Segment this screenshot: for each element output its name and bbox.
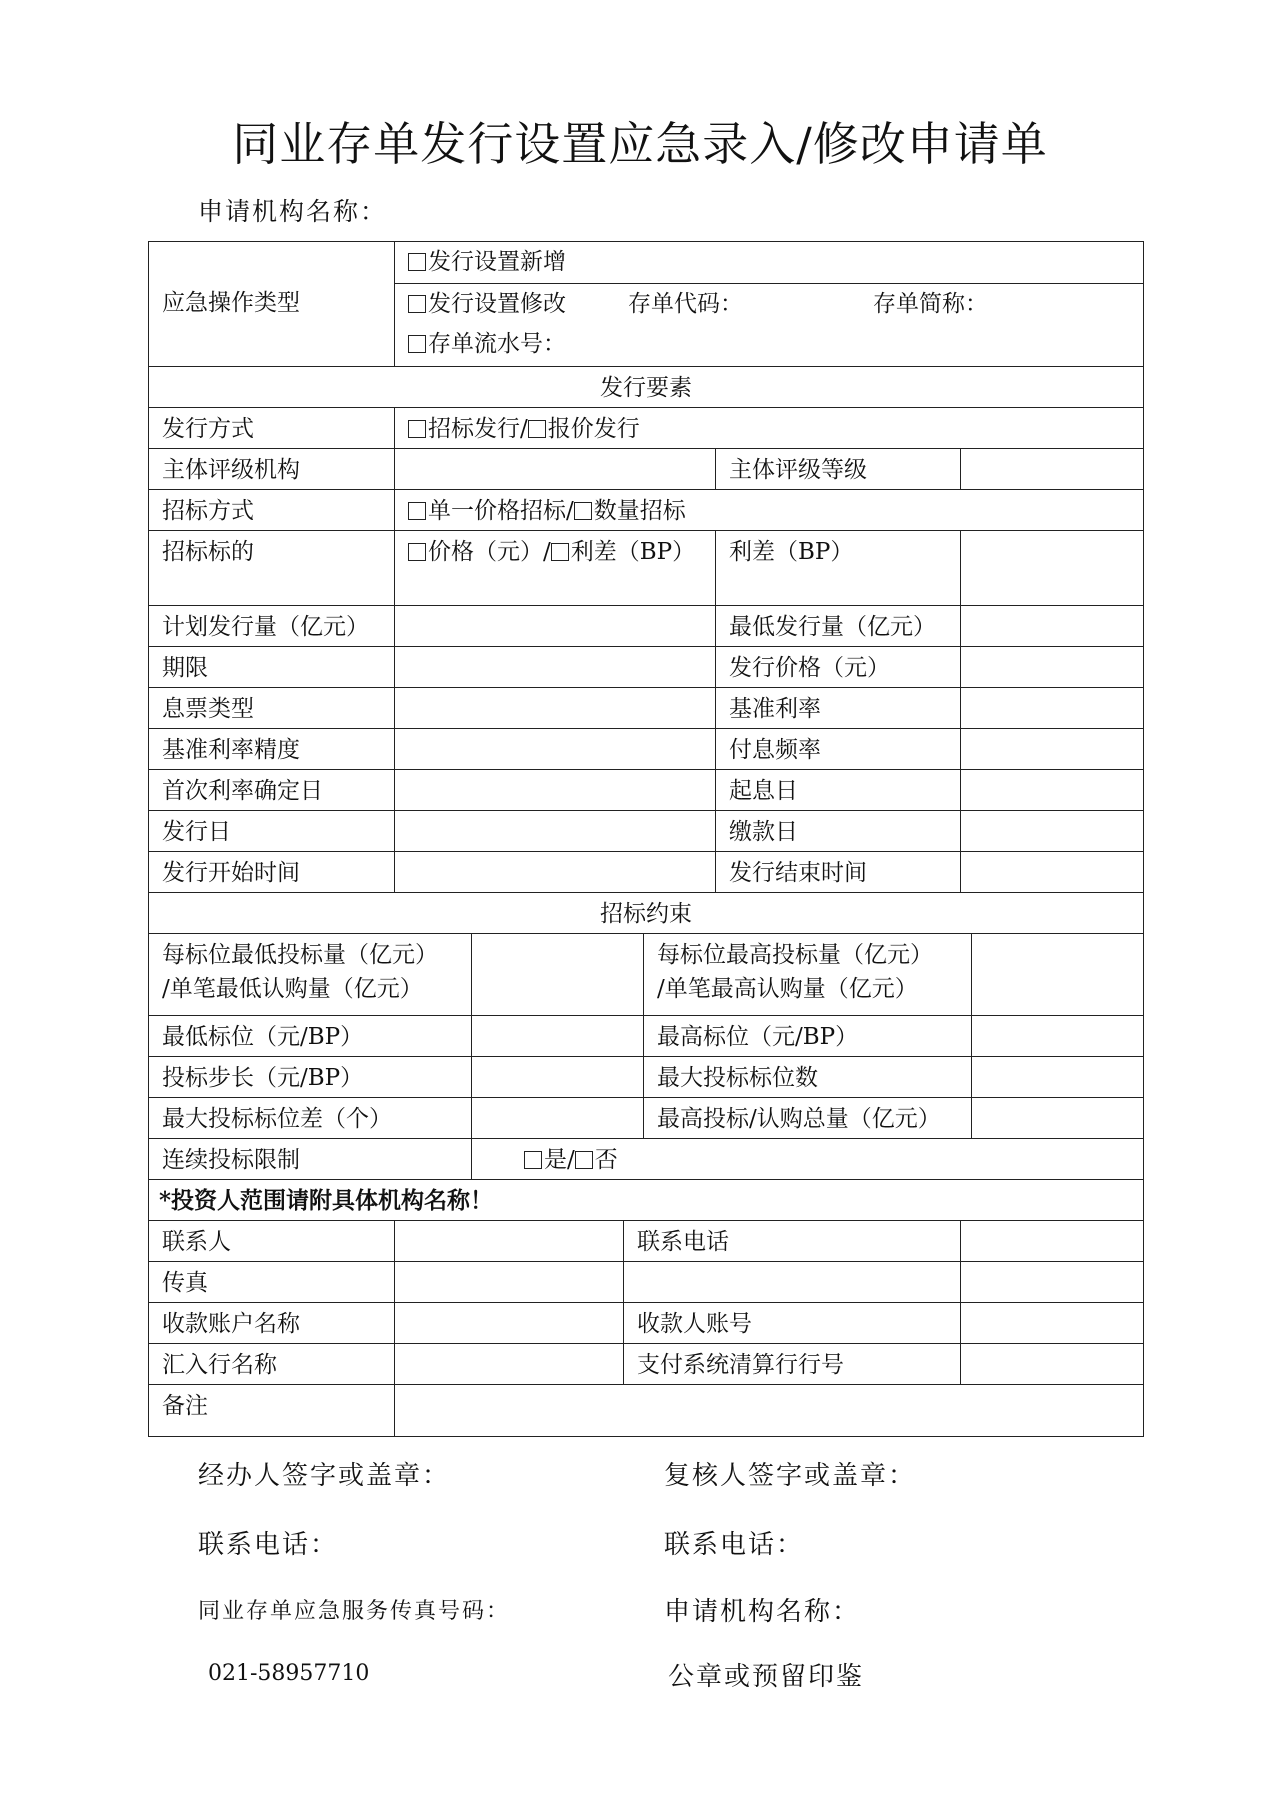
bid-left-label: 最低标位（元/BP） <box>162 1024 364 1050</box>
detail-right-label: 最低发行量（亿元） <box>715 606 960 646</box>
bid-target-options: 价格（元）/ 利差（BP） <box>394 531 715 605</box>
new-checkbox[interactable] <box>408 253 426 271</box>
detail-left-label: 发行开始时间 <box>162 860 300 886</box>
continuous-bid-label: 连续投标限制 <box>162 1147 300 1173</box>
bid-target-label: 招标标的 <box>162 539 254 565</box>
max-bid-label: 每标位最高投标量（亿元） /单笔最高认购量（亿元） <box>643 934 971 1015</box>
detail-left-label: 首次利率确定日 <box>162 778 323 804</box>
spread-checkbox[interactable] <box>551 543 569 561</box>
detail-left-label: 息票类型 <box>162 696 254 722</box>
reviewer-sign: 复核人签字或盖章： <box>664 1461 917 1491</box>
issue-method-row <box>149 407 1143 448</box>
contact-left-label: 联系人 <box>162 1229 231 1255</box>
detail-right-label: 起息日 <box>715 770 960 810</box>
contact-right-value[interactable] <box>960 1221 1143 1261</box>
detail-right-value[interactable] <box>960 647 1143 687</box>
issue-method-label: 发行方式 <box>162 416 254 442</box>
detail-right-label: 付息频率 <box>715 729 960 769</box>
applicant-label: 申请机构名称： <box>198 197 388 226</box>
contact-left-value[interactable] <box>394 1221 623 1261</box>
continuous-bid-row <box>149 1138 1143 1179</box>
bid-method-row <box>149 489 1143 530</box>
application-form <box>148 241 1144 1437</box>
continuous-bid-options: 是/ 否 <box>471 1139 1143 1179</box>
issue-section-title: 发行要素 <box>600 375 692 401</box>
detail-row <box>149 728 1143 769</box>
contact-left-label: 传真 <box>162 1270 208 1296</box>
op-type-label: 应急操作类型 <box>162 290 300 316</box>
detail-right-label: 缴款日 <box>715 811 960 851</box>
rating-agency-value[interactable] <box>394 449 715 489</box>
modify-checkbox[interactable] <box>408 295 426 313</box>
op-type-row <box>149 242 1143 366</box>
cd-code-label: 存单代码： <box>628 291 743 317</box>
contact-right-value[interactable] <box>960 1303 1143 1343</box>
detail-row <box>149 851 1143 892</box>
detail-left-value[interactable] <box>394 852 715 892</box>
contact-left-value[interactable] <box>394 1303 623 1343</box>
detail-right-label: 发行结束时间 <box>715 852 960 892</box>
spread-value[interactable] <box>960 531 1143 605</box>
rating-row <box>149 448 1143 489</box>
remarks-value[interactable] <box>394 1385 1143 1436</box>
bid-right-value[interactable] <box>971 1016 1143 1056</box>
contact-row <box>149 1261 1143 1302</box>
handler-sign: 经办人签字或盖章： <box>198 1461 451 1491</box>
contact-row <box>149 1220 1143 1261</box>
contact-row <box>149 1343 1143 1384</box>
bid-left-value[interactable] <box>471 1057 643 1097</box>
contact-right-label: 联系电话 <box>623 1221 960 1261</box>
bid-right-label: 最高标位（元/BP） <box>643 1016 971 1056</box>
bid-right-value[interactable] <box>971 1057 1143 1097</box>
bid-right-value[interactable] <box>971 1098 1143 1138</box>
contact-left-label: 收款账户名称 <box>162 1311 300 1337</box>
detail-row <box>149 769 1143 810</box>
remarks-label: 备注 <box>162 1393 208 1419</box>
issue-section-row <box>149 366 1143 407</box>
detail-left-value[interactable] <box>394 688 715 728</box>
detail-right-label: 发行价格（元） <box>715 647 960 687</box>
bid-method-options: 单一价格招标/ 数量招标 <box>394 490 1143 530</box>
bid-left-value[interactable] <box>471 1016 643 1056</box>
detail-left-value[interactable] <box>394 729 715 769</box>
option-modify[interactable]: 发行设置修改 存单代码： 存单简称： <box>395 283 1143 324</box>
detail-left-value[interactable] <box>394 606 715 646</box>
min-bid-value[interactable] <box>471 934 643 1015</box>
detail-right-value[interactable] <box>960 729 1143 769</box>
detail-row <box>149 687 1143 728</box>
price-checkbox[interactable] <box>408 543 426 561</box>
detail-left-value[interactable] <box>394 811 715 851</box>
bid-constraint-row <box>149 1015 1143 1056</box>
page-title: 同业存单发行设置应急录入/修改申请单 <box>232 117 1048 171</box>
contact-right-label: 收款人账号 <box>623 1303 960 1343</box>
fax-number: 021-58957710 <box>208 1661 370 1686</box>
detail-left-label: 期限 <box>162 655 208 681</box>
contact-left-label: 汇入行名称 <box>162 1352 277 1378</box>
bid-target-row <box>149 530 1143 605</box>
min-bid-label: 每标位最低投标量（亿元） /单笔最低认购量（亿元） <box>162 942 438 1002</box>
bid-section-row <box>149 892 1143 933</box>
rating-grade-label: 主体评级等级 <box>715 449 960 489</box>
investor-note-row <box>149 1179 1143 1220</box>
detail-row <box>149 646 1143 687</box>
investor-note: *投资人范围请附具体机构名称！ <box>159 1187 494 1214</box>
rating-grade-value[interactable] <box>960 449 1143 489</box>
detail-left-label: 发行日 <box>162 819 231 845</box>
detail-right-value[interactable] <box>960 688 1143 728</box>
bid-left-label: 最大投标标位差（个） <box>162 1106 392 1132</box>
detail-right-value[interactable] <box>960 852 1143 892</box>
detail-row <box>149 605 1143 646</box>
contact-left-value[interactable] <box>394 1262 623 1302</box>
bid-constraint-row <box>149 1056 1143 1097</box>
yes-checkbox[interactable] <box>524 1151 542 1169</box>
quantity-checkbox[interactable] <box>574 502 592 520</box>
cd-short-label: 存单简称： <box>873 291 988 317</box>
contact-right-value[interactable] <box>960 1262 1143 1302</box>
seal-label: 公章或预留印鉴 <box>668 1662 865 1692</box>
spread-label: 利差（BP） <box>715 531 960 605</box>
bid-right-label: 最高投标/认购总量（亿元） <box>643 1098 971 1138</box>
detail-left-value[interactable] <box>394 770 715 810</box>
option-serial[interactable]: 存单流水号： <box>395 324 1143 365</box>
applicant-name-footer: 申请机构名称： <box>664 1597 861 1627</box>
reviewer-phone: 联系电话： <box>664 1530 805 1560</box>
contact-right-label <box>623 1262 960 1302</box>
bid-section-title: 招标约束 <box>600 901 692 927</box>
op-type-options <box>394 242 1143 366</box>
detail-right-value[interactable] <box>960 606 1143 646</box>
contact-left-value[interactable] <box>394 1344 623 1384</box>
quote-checkbox[interactable] <box>528 420 546 438</box>
detail-right-value[interactable] <box>960 811 1143 851</box>
bid-volume-row <box>149 933 1143 1015</box>
serial-checkbox[interactable] <box>408 335 426 353</box>
bid-right-label: 最大投标标位数 <box>643 1057 971 1097</box>
detail-right-value[interactable] <box>960 770 1143 810</box>
single-price-checkbox[interactable] <box>408 502 426 520</box>
contact-right-value[interactable] <box>960 1344 1143 1384</box>
detail-left-label: 计划发行量（亿元） <box>162 614 369 640</box>
detail-left-label: 基准利率精度 <box>162 737 300 763</box>
bid-left-value[interactable] <box>471 1098 643 1138</box>
issue-method-options: 招标发行/ 报价发行 <box>394 408 1143 448</box>
bid-method-label: 招标方式 <box>162 498 254 524</box>
remarks-row <box>149 1384 1143 1436</box>
rating-agency-label: 主体评级机构 <box>162 457 300 483</box>
contact-row <box>149 1302 1143 1343</box>
option-new[interactable]: 发行设置新增 <box>395 242 1143 283</box>
detail-row <box>149 810 1143 851</box>
detail-left-value[interactable] <box>394 647 715 687</box>
max-bid-value[interactable] <box>971 934 1143 1015</box>
fax-label: 同业存单应急服务传真号码： <box>198 1599 511 1624</box>
no-checkbox[interactable] <box>575 1151 593 1169</box>
detail-right-label: 基准利率 <box>715 688 960 728</box>
bid-constraint-row <box>149 1097 1143 1138</box>
contact-right-label: 支付系统清算行行号 <box>623 1344 960 1384</box>
tender-checkbox[interactable] <box>408 420 426 438</box>
bid-left-label: 投标步长（元/BP） <box>162 1065 364 1091</box>
handler-phone: 联系电话： <box>198 1530 339 1560</box>
